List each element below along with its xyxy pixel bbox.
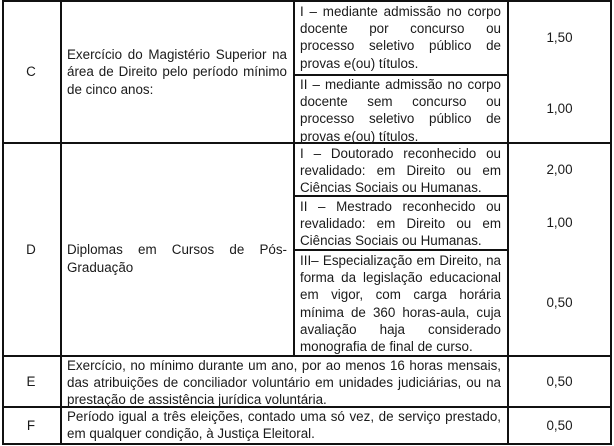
row-d-description-cell — [62, 144, 293, 355]
row-d-letter — [2, 144, 60, 355]
row-d-item-1-text: I – Doutorado reconhecido ou revalidado: em Direito ou em Ciências Sociais ou Humanas. — [300, 146, 501, 196]
row-c-description-cell — [62, 2, 293, 142]
points-value: 1,00 — [546, 101, 573, 117]
row-f-letter — [2, 408, 60, 443]
row-letter: F — [26, 417, 36, 433]
points-value: 0,50 — [546, 373, 573, 389]
row-d-item-2-points — [509, 197, 610, 249]
table-border-bottom — [2, 443, 612, 445]
row-letter: C — [26, 64, 36, 80]
row-c-item-2-text: II – mediante admissão no corpo docente sem concurso ou processo seletivo público de provas e(ou) títulos. — [300, 77, 501, 144]
row-e-letter — [2, 357, 60, 406]
points-value: 0,50 — [546, 295, 573, 311]
row-e-points — [509, 357, 610, 406]
row-description: Diplomas em Cursos de Pós-Graduação — [67, 242, 287, 275]
row-f-points — [509, 408, 610, 443]
row-d-item-3-text: III– Especialização em Direito, na forma da legislação educacional em vigor, com carga horária mínima de 360 horas-aula, cuja avaliação haja considerado monografia de final de curso. — [300, 253, 501, 355]
row-letter: E — [26, 373, 36, 389]
row-d-item-3-points — [509, 251, 610, 355]
row-letter: D — [26, 241, 36, 257]
row-d-item-1-points — [509, 144, 610, 195]
table-border-right — [610, 0, 612, 445]
points-value: 0,50 — [546, 417, 573, 433]
row-c-item-1-points — [509, 2, 610, 74]
points-value: 2,00 — [546, 161, 573, 177]
row-e-description: Exercício, no mínimo durante um ano, por ao menos 16 horas mensais, das atribuições de conciliador voluntário em unidades judiciárias, ou na prestação de assistência jurídica voluntária. — [67, 358, 501, 408]
row-d-item-2-text: II – Mestrado reconhecido ou revalidado: em Direito ou em Ciências Sociais ou Humanas. — [300, 199, 501, 249]
row-description: Exercício do Magistério Superior na área de Direito pelo período mínimo de cinco anos: — [67, 47, 287, 97]
row-c-item-2-points — [509, 76, 610, 142]
points-value: 1,50 — [546, 30, 573, 46]
row-c-letter — [2, 2, 60, 142]
row-f-description: Período igual a três eleições, contado uma só vez, de serviço prestado, em qualquer condição, à Justiça Eleitoral. — [67, 409, 501, 442]
points-value: 1,00 — [546, 215, 573, 231]
row-c-item-1-text: I – mediante admissão no corpo docente por concurso ou processo seletivo público de provas e(ou) títulos. — [300, 4, 501, 71]
